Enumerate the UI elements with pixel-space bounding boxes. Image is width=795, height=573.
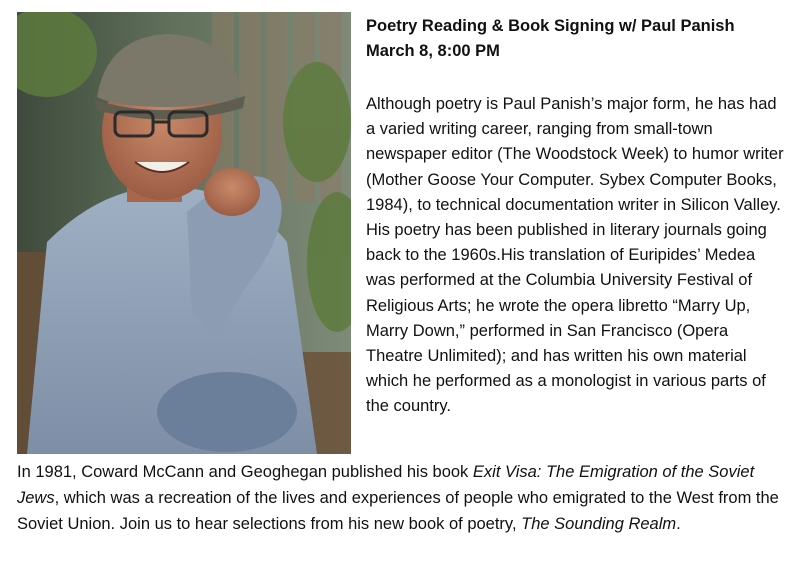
book-title-sounding-realm: The Sounding Realm	[521, 515, 677, 534]
closing-paragraph	[17, 459, 787, 538]
bio-paragraph: Although poetry is Paul Panish’s major form, he has had a varied writing career, ranging from small-town newspaper editor (The Woodstock Week) to humor writer (Mother Goose Your Computer. Sybex Computer Books, 1984), to technical documentation writer in Silicon Valley. His poetry has been published in literary journals going back to the 1960s.His translation of Euripides’ Medea was performed at the Columbia University Festival of Religious Arts; he wrote the opera libretto “Marry Up, Marry Down,” performed in San Francisco (Opera Theatre Unlimited); and has written his own material which he performed as a monologist in various parts of the country.	[366, 95, 784, 416]
closing-text-1: In 1981, Coward McCann and Geoghegan published his book	[17, 463, 473, 481]
event-datetime: March 8, 8:00 PM	[366, 42, 500, 60]
closing-text-2: , which was a recreation of the lives and experiences of people who emigrated to the West from the Soviet Union. Join us to hear selections from his new book of poetry,	[17, 489, 779, 534]
book-title-exit-visa: Exit Visa: The Emigration of the Soviet Jews	[17, 463, 755, 508]
event-title: Poetry Reading & Book Signing w/ Paul Panish	[366, 17, 735, 35]
author-photo	[17, 12, 351, 454]
event-header	[366, 14, 786, 64]
closing-text-3: .	[676, 515, 681, 534]
